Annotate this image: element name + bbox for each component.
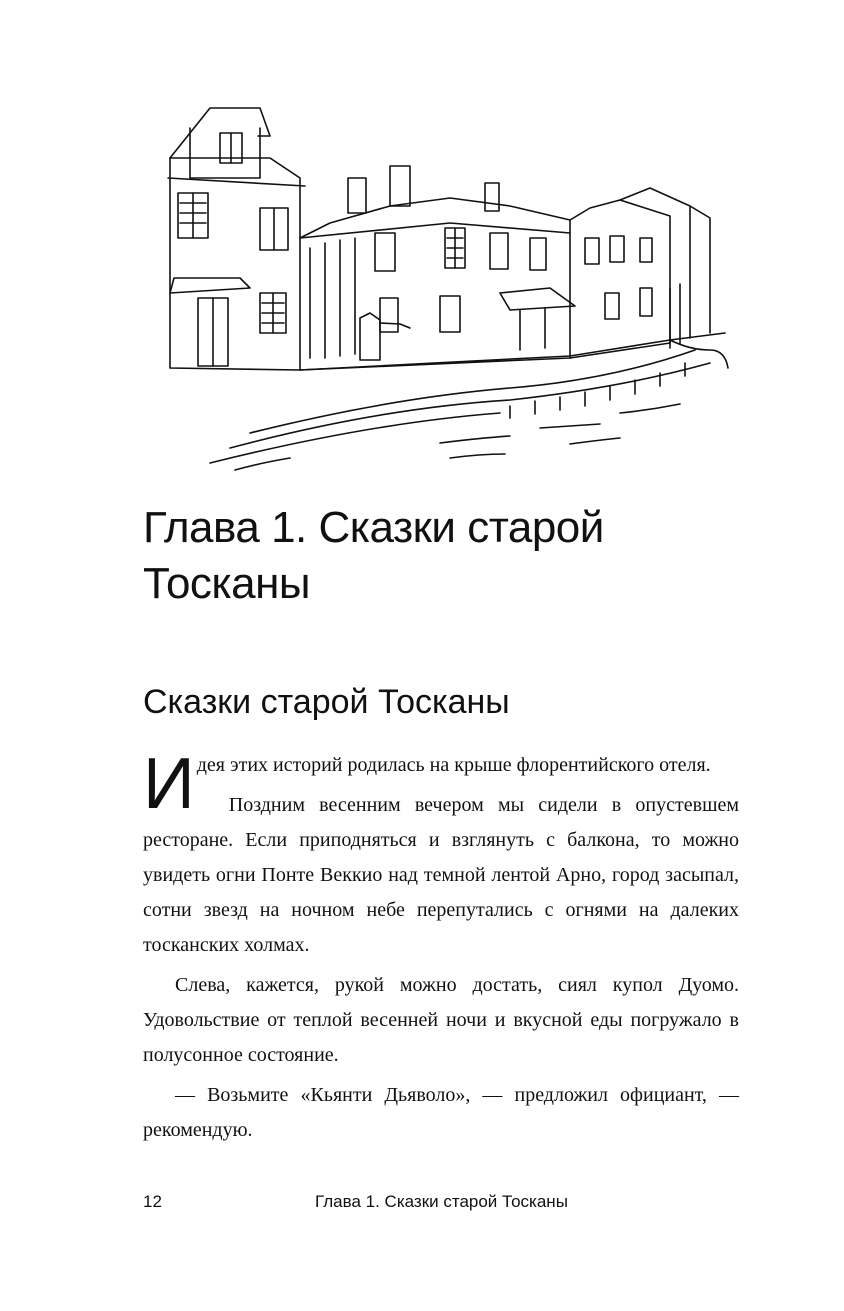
- paragraph: — Возьмите «Кьянти Дьяволо», — предложил официант, — рекомендую.: [143, 1084, 739, 1141]
- paragraph: [143, 744, 739, 824]
- running-head: Глава 1. Сказки старой Тосканы: [315, 1192, 568, 1211]
- paragraph-text: дея этих историй родилась на крыше флорентийского отеля.: [196, 754, 711, 776]
- page-number: 12: [143, 1192, 162, 1211]
- body-text: [143, 744, 739, 1153]
- chapter-title: Глава 1. Сказки старой Тосканы: [143, 503, 604, 608]
- street-illustration: [150, 88, 730, 488]
- section-title: Сказки старой Тосканы: [143, 683, 510, 721]
- paragraph: Слева, кажется, рукой можно достать, сиял купол Дуомо. Удовольствие от теплой весенней ночи и вкусной еды погружало в полусонное состояние.: [143, 974, 739, 1066]
- paragraph: Поздним весенним вечером мы сидели в опустевшем ресторане. Если приподняться и взглянуть с балкона, то можно увидеть огни Понте Веккио над темной лентой Арно, город засыпал, сотни звезд на ночном небе перепутались с огнями на далеких тосканских холмах.: [143, 794, 739, 956]
- drop-cap: И: [143, 744, 195, 824]
